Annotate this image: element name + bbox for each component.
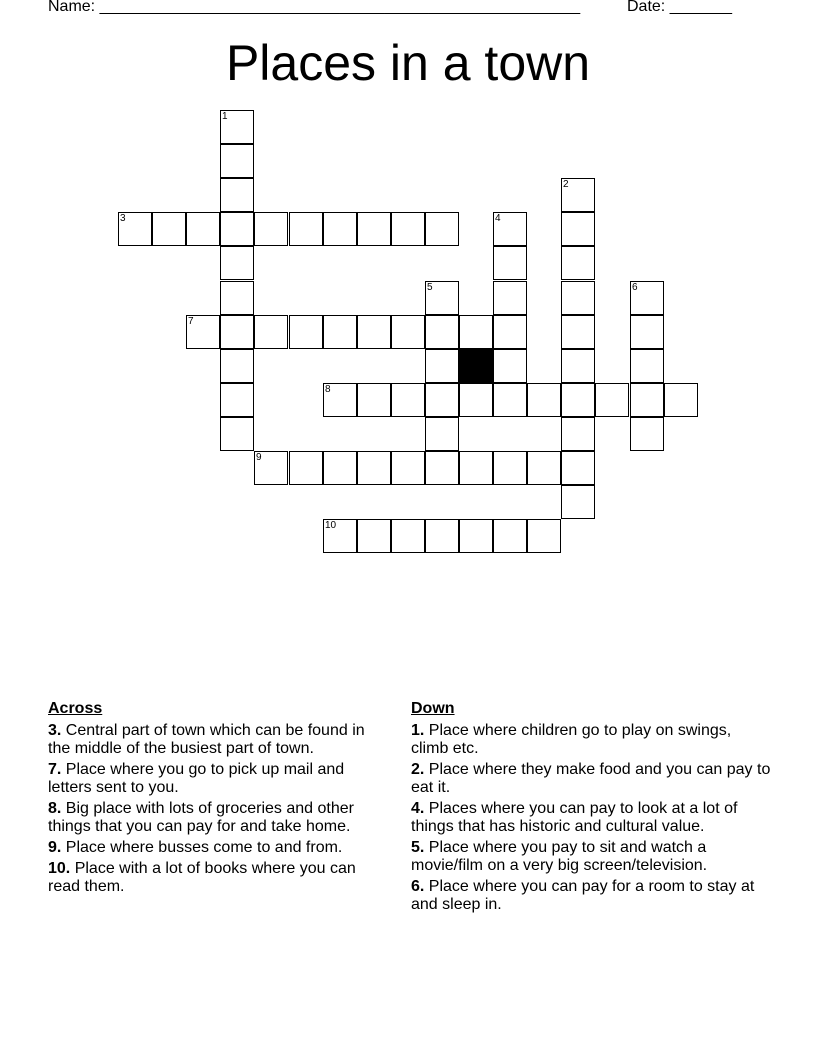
crossword-cell[interactable] [391,519,425,553]
clue-down-4 [411,800,771,836]
clue-text: Place with a lot of books where you can read them. [48,860,356,895]
clue-text: Place where busses come to and from. [65,839,343,856]
clue-number-label: 5 [427,282,433,293]
crossword-cell[interactable] [323,383,357,417]
crossword-cell[interactable] [425,519,459,553]
crossword-cell[interactable] [391,383,425,417]
crossword-cell[interactable] [391,212,425,246]
clue-number: 4. [411,800,425,817]
name-field[interactable]: Name: ______________________________________________________ [48,0,581,15]
crossword-cell[interactable] [561,349,595,383]
crossword-cell[interactable] [561,417,595,451]
clue-across-10 [48,860,388,896]
clue-number-label: 7 [188,316,194,327]
crossword-cell[interactable] [595,383,629,417]
crossword-cell[interactable] [425,212,459,246]
clue-text: Big place with lots of groceries and other things that you can pay for and take home. [48,800,354,835]
crossword-cell[interactable] [220,212,254,246]
page-title: Places in a town [225,35,591,91]
crossword-cell[interactable] [220,144,254,178]
crossword-cell[interactable] [527,383,561,417]
crossword-cell[interactable] [527,451,561,485]
crossword-cell[interactable] [561,246,595,280]
crossword-cell[interactable] [186,212,220,246]
crossword-cell[interactable] [493,349,527,383]
clue-number: 8. [48,800,62,817]
crossword-cell[interactable] [220,417,254,451]
crossword-cell[interactable] [493,383,527,417]
clue-text: Place where you can pay for a room to stay at and sleep in. [411,878,755,913]
crossword-cell[interactable] [459,315,493,349]
crossword-cell[interactable] [630,383,664,417]
crossword-cell[interactable] [425,349,459,383]
clue-number-label: 8 [325,384,331,395]
clue-number-label: 4 [495,213,501,224]
crossword-cell[interactable] [425,315,459,349]
crossword-cell[interactable] [425,281,459,315]
clue-number-label: 2 [563,179,569,190]
clue-across-9 [48,839,388,857]
crossword-cell[interactable] [289,212,323,246]
clue-number-label: 1 [222,111,228,122]
date-field[interactable]: Date: _______ [627,0,732,15]
crossword-cell[interactable] [323,519,357,553]
crossword-black-cell [459,349,493,383]
clue-text: Central part of town which can be found in the middle of the busiest part of town. [48,722,365,757]
crossword-cell[interactable] [220,315,254,349]
clue-number-label: 3 [120,213,126,224]
down-clues [411,700,771,917]
crossword-cell[interactable] [527,519,561,553]
crossword-cell[interactable] [289,315,323,349]
crossword-cell[interactable] [493,451,527,485]
clue-text: Place where you go to pick up mail and letters sent to you. [48,761,345,796]
clue-text: Place where children go to play on swings, climb etc. [411,722,732,757]
clue-down-6 [411,878,771,914]
crossword-cell[interactable] [493,246,527,280]
clue-number: 1. [411,722,425,739]
clue-number: 10. [48,860,71,877]
crossword-cell[interactable] [357,315,391,349]
crossword-cell[interactable] [630,349,664,383]
clue-text: Place where you pay to sit and watch a movie/film on a very big screen/television. [411,839,708,874]
down-heading: Down [411,700,455,717]
clue-down-5 [411,839,771,875]
crossword-cell[interactable] [561,383,595,417]
crossword-cell[interactable] [493,212,527,246]
crossword-cell[interactable] [630,315,664,349]
clue-number: 5. [411,839,425,856]
crossword-cell[interactable] [493,519,527,553]
across-heading: Across [48,700,103,717]
crossword-cell[interactable] [561,451,595,485]
clue-text: Place where they make food and you can pay to eat it. [411,761,771,796]
crossword-cell[interactable] [630,417,664,451]
across-clues [48,700,388,899]
crossword-cell[interactable] [357,212,391,246]
crossword-cell[interactable] [323,451,357,485]
crossword-cell[interactable] [220,246,254,280]
clue-number: 9. [48,839,62,856]
clue-number-label: 10 [325,520,337,531]
crossword-cell[interactable] [323,212,357,246]
crossword-cell[interactable] [459,519,493,553]
crossword-cell[interactable] [220,349,254,383]
crossword-cell[interactable] [186,315,220,349]
clue-number: 3. [48,722,62,739]
crossword-cell[interactable] [391,315,425,349]
crossword-cell[interactable] [220,281,254,315]
crossword-cell[interactable] [220,383,254,417]
crossword-cell[interactable] [357,519,391,553]
crossword-cell[interactable] [323,315,357,349]
crossword-cell[interactable] [357,451,391,485]
crossword-cell[interactable] [561,212,595,246]
clue-number: 7. [48,761,62,778]
crossword-cell[interactable] [220,110,254,144]
crossword-cell[interactable] [664,383,698,417]
crossword-cell[interactable] [425,451,459,485]
crossword-cell[interactable] [561,281,595,315]
clue-across-7 [48,761,388,797]
crossword-cell[interactable] [425,417,459,451]
clue-number-label: 9 [256,452,262,463]
clue-down-1 [411,722,771,758]
crossword-cell[interactable] [357,383,391,417]
crossword-cell[interactable] [561,178,595,212]
crossword-cell[interactable] [152,212,186,246]
crossword-cell[interactable] [118,212,152,246]
clue-down-2 [411,761,771,797]
clue-number-label: 6 [632,282,638,293]
clue-number: 2. [411,761,425,778]
crossword-cell[interactable] [289,451,323,485]
crossword-cell[interactable] [561,315,595,349]
crossword-cell[interactable] [254,451,288,485]
crossword-cell[interactable] [459,451,493,485]
clue-across-3 [48,722,388,758]
crossword-cell[interactable] [254,212,288,246]
crossword-cell[interactable] [459,383,493,417]
clue-text: Places where you can pay to look at a lot of things that has historic and cultural value. [411,800,738,835]
crossword-cell[interactable] [493,315,527,349]
crossword-cell[interactable] [561,485,595,519]
crossword-cell[interactable] [391,451,425,485]
crossword-cell[interactable] [493,281,527,315]
crossword-cell[interactable] [425,383,459,417]
clue-across-8 [48,800,388,836]
crossword-cell[interactable] [254,315,288,349]
crossword-cell[interactable] [220,178,254,212]
clue-number: 6. [411,878,425,895]
crossword-cell[interactable] [630,281,664,315]
